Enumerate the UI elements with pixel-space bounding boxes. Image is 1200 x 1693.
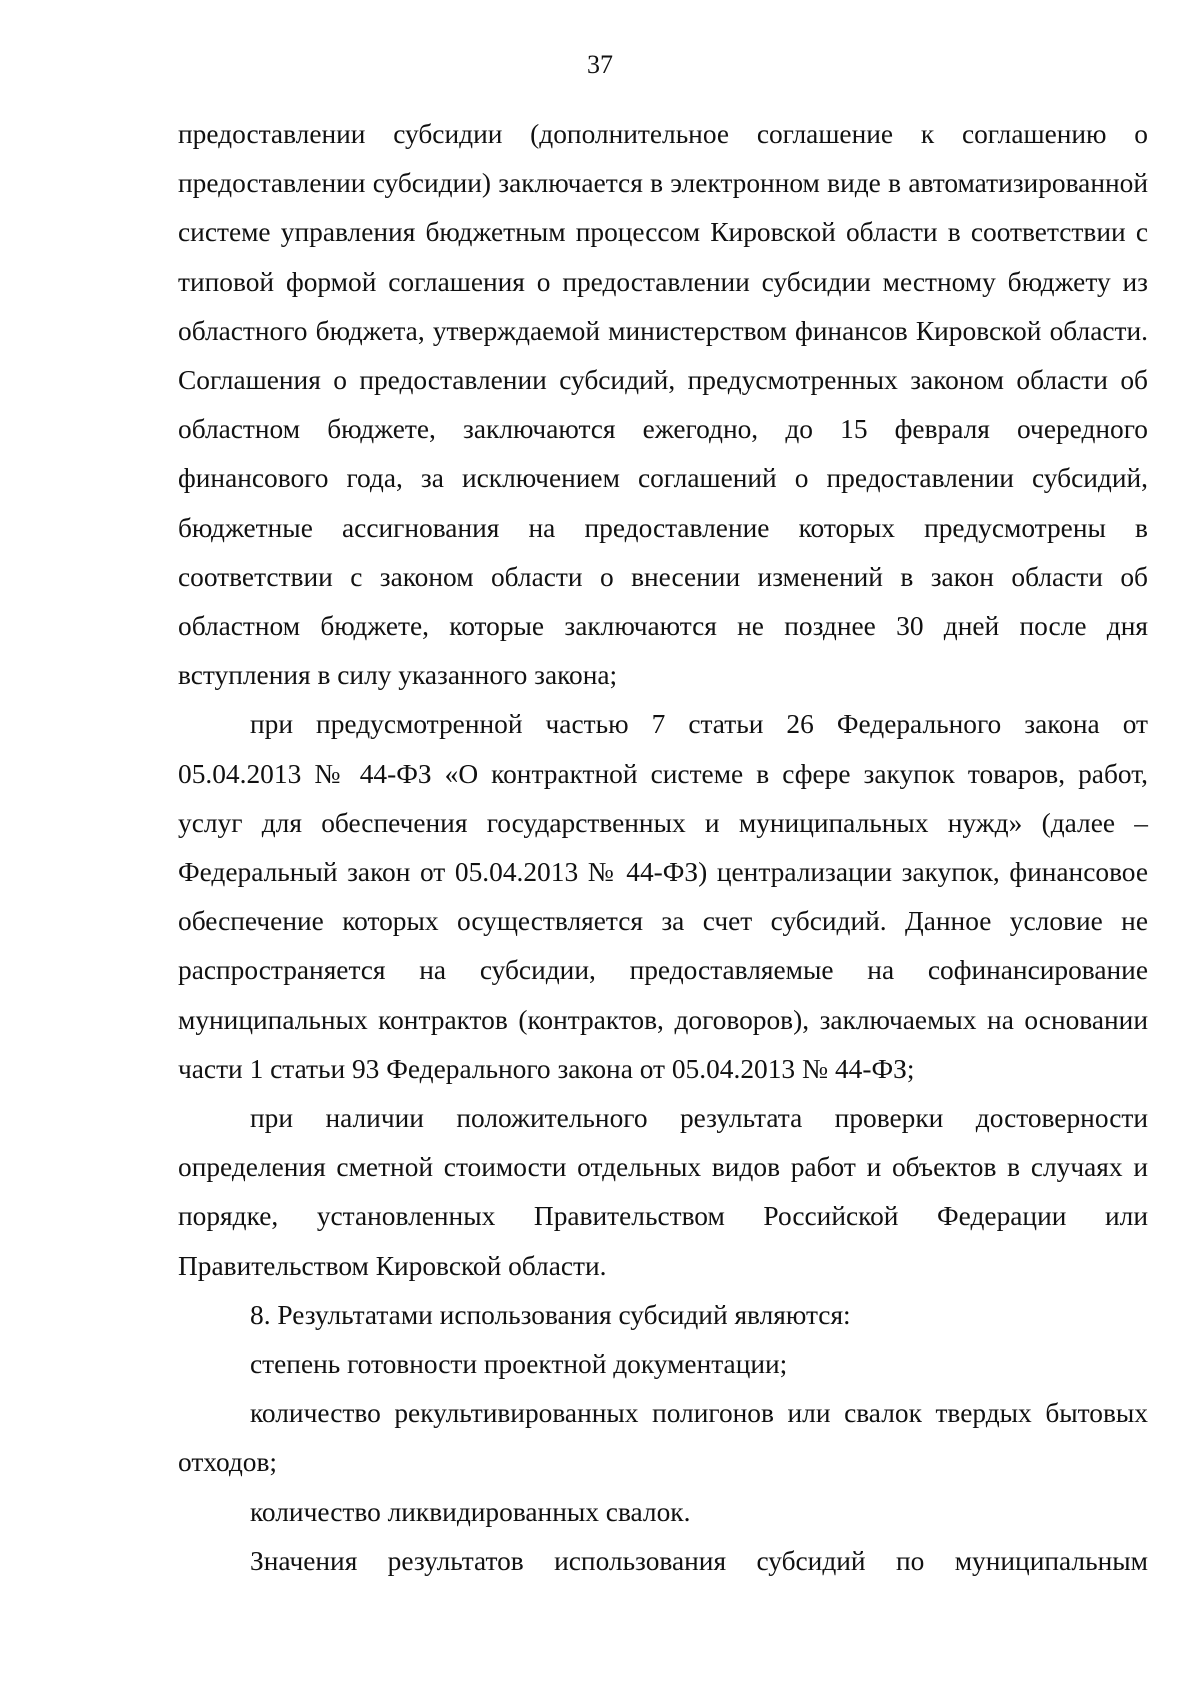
paragraph-result-values: Значения результатов использования субсидий по муниципальным — [250, 1545, 1148, 1576]
paragraph-result-reclaimed-landfills: количество рекультивированных полигонов или свалок твердых бытовых отходов; — [178, 1398, 1148, 1478]
document-body — [178, 110, 1148, 1586]
paragraph-cost-verification: при наличии положительного результата проверки достоверности определения сметной стоимости отдельных видов работ и объектов в случаях и порядке, установленных Правительством Российской Федерации или Правительством Кировской области. — [178, 1103, 1148, 1281]
paragraph-agreement-continuation: предоставлении субсидии (дополнительное соглашение к соглашению о предоставлении субсидии) заключается в электронном виде в автоматизированной системе управления бюджетным процессом Кировской области в соответствии с типовой формой соглашения о предоставлении субсидии местному бюджету из областного бюджета, утверждаемой министерством финансов Кировской области. Соглашения о предоставлении субсидий, предусмотренных законом области об областном бюджете, заключаются ежегодно, до 15 февраля очередного финансового года, за исключением соглашений о предоставлении субсидий, бюджетные ассигнования на предоставление которых предусмотрены в соответствии с законом области о внесении изменений в закон области об областном бюджете, которые заключаются не позднее 30 дней после дня вступления в силу указанного закона; — [178, 119, 1148, 691]
paragraph-result-liquidated-dumps: количество ликвидированных свалок. — [250, 1496, 691, 1527]
paragraph-result-design-readiness: степень готовности проектной документации; — [250, 1349, 788, 1380]
paragraph-results-heading: 8. Результатами использования субсидий являются: — [250, 1299, 851, 1330]
page-number: 37 — [587, 50, 613, 79]
paragraph-centralized-procurement: при предусмотренной частью 7 статьи 26 Федерального закона от 05.04.2013 № 44-ФЗ «О контрактной системе в сфере закупок товаров, работ, услуг для обеспечения государственных и муниципальных нужд» (далее – Федеральный закон от 05.04.2013 № 44-ФЗ) централизации закупок, финансовое обеспечение которых осуществляется за счет субсидий. Данное условие не распространяется на субсидии, предоставляемые на софинансирование муниципальных контрактов (контрактов, договоров), заключаемых на основании части 1 статьи 93 Федерального закона от 05.04.2013 № 44-ФЗ; — [178, 709, 1148, 1084]
